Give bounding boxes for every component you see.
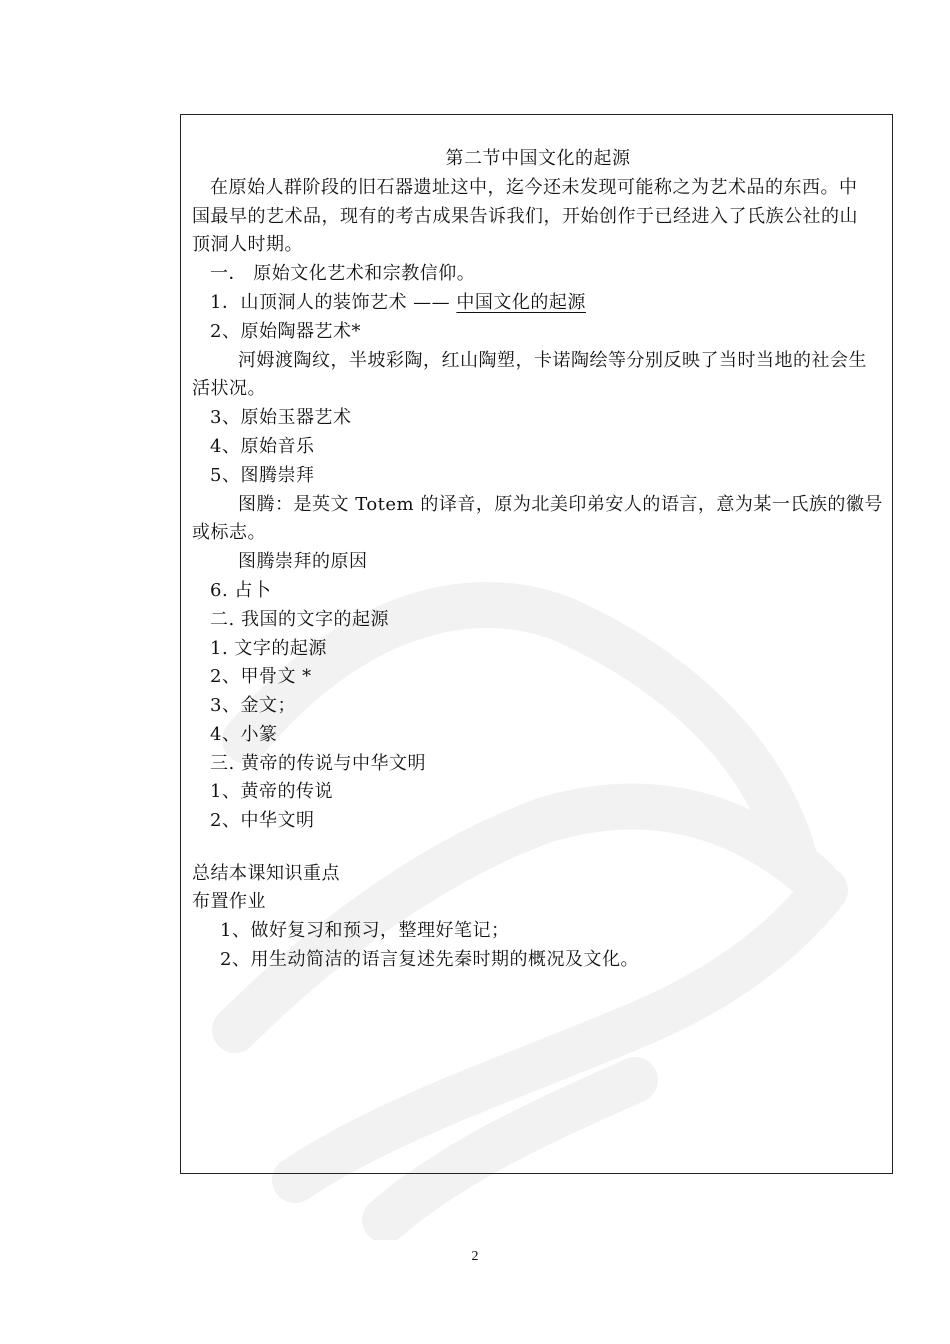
sub-item: 图腾崇拜的原因 — [238, 551, 368, 572]
list-item: 4、原始音乐 — [210, 436, 315, 457]
description-line: 或标志。 — [192, 522, 266, 543]
list-item: 1. 文字的起源 — [210, 638, 327, 659]
homework-item: 1、做好复习和预习，整理好笔记； — [220, 920, 510, 941]
description-line: 图腾：是英文 Totem 的译音，原为北美印弟安人的语言，意为某一氏族的徽号 — [238, 494, 883, 515]
section-two-heading: 二. 我国的文字的起源 — [210, 609, 389, 630]
page-number: 2 — [471, 1249, 479, 1264]
list-item-text: 1．山顶洞人的装饰艺术 —— — [210, 292, 457, 313]
content-frame — [180, 114, 893, 1174]
list-item: 3、金文； — [210, 695, 296, 716]
section-title: 第二节中国文化的起源 — [445, 148, 631, 169]
section-one-heading: 一． 原始文化艺术和宗教信仰。 — [210, 263, 476, 284]
list-item: 6. 占卜 — [210, 580, 272, 601]
homework-heading: 布置作业 — [192, 891, 266, 912]
list-item: 2、原始陶器艺术* — [210, 321, 361, 342]
list-item: 3、原始玉器艺术 — [210, 407, 352, 428]
list-item: 2、甲骨文 * — [210, 666, 312, 687]
list-item: 4、小篆 — [210, 724, 278, 745]
underlined-link[interactable]: 中国文化的起源 — [456, 292, 586, 313]
list-item: 5、图腾崇拜 — [210, 465, 315, 486]
description-line: 活状况。 — [192, 378, 266, 399]
list-item: 1、黄帝的传说 — [210, 781, 333, 802]
summary-line: 总结本课知识重点 — [192, 863, 340, 884]
list-item: 2、中华文明 — [210, 810, 315, 831]
homework-item: 2、用生动简洁的语言复述先秦时期的概况及文化。 — [220, 949, 639, 970]
description-line: 河姆渡陶纹，半坡彩陶，红山陶塑，卡诺陶绘等分别反映了当时当地的社会生 — [238, 350, 867, 371]
list-item — [192, 289, 884, 317]
section-three-heading: 三. 黄帝的传说与中华文明 — [210, 753, 426, 774]
intro-paragraph-line: 在原始人群阶段的旧石器遗址这中，迄今还未发现可能称之为艺术品的东西。中 — [210, 177, 858, 198]
intro-paragraph-line: 顶洞人时期。 — [192, 234, 303, 255]
intro-paragraph-line: 国最早的艺术品，现有的考古成果告诉我们，开始创作于已经进入了氏族公社的山 — [192, 206, 858, 227]
